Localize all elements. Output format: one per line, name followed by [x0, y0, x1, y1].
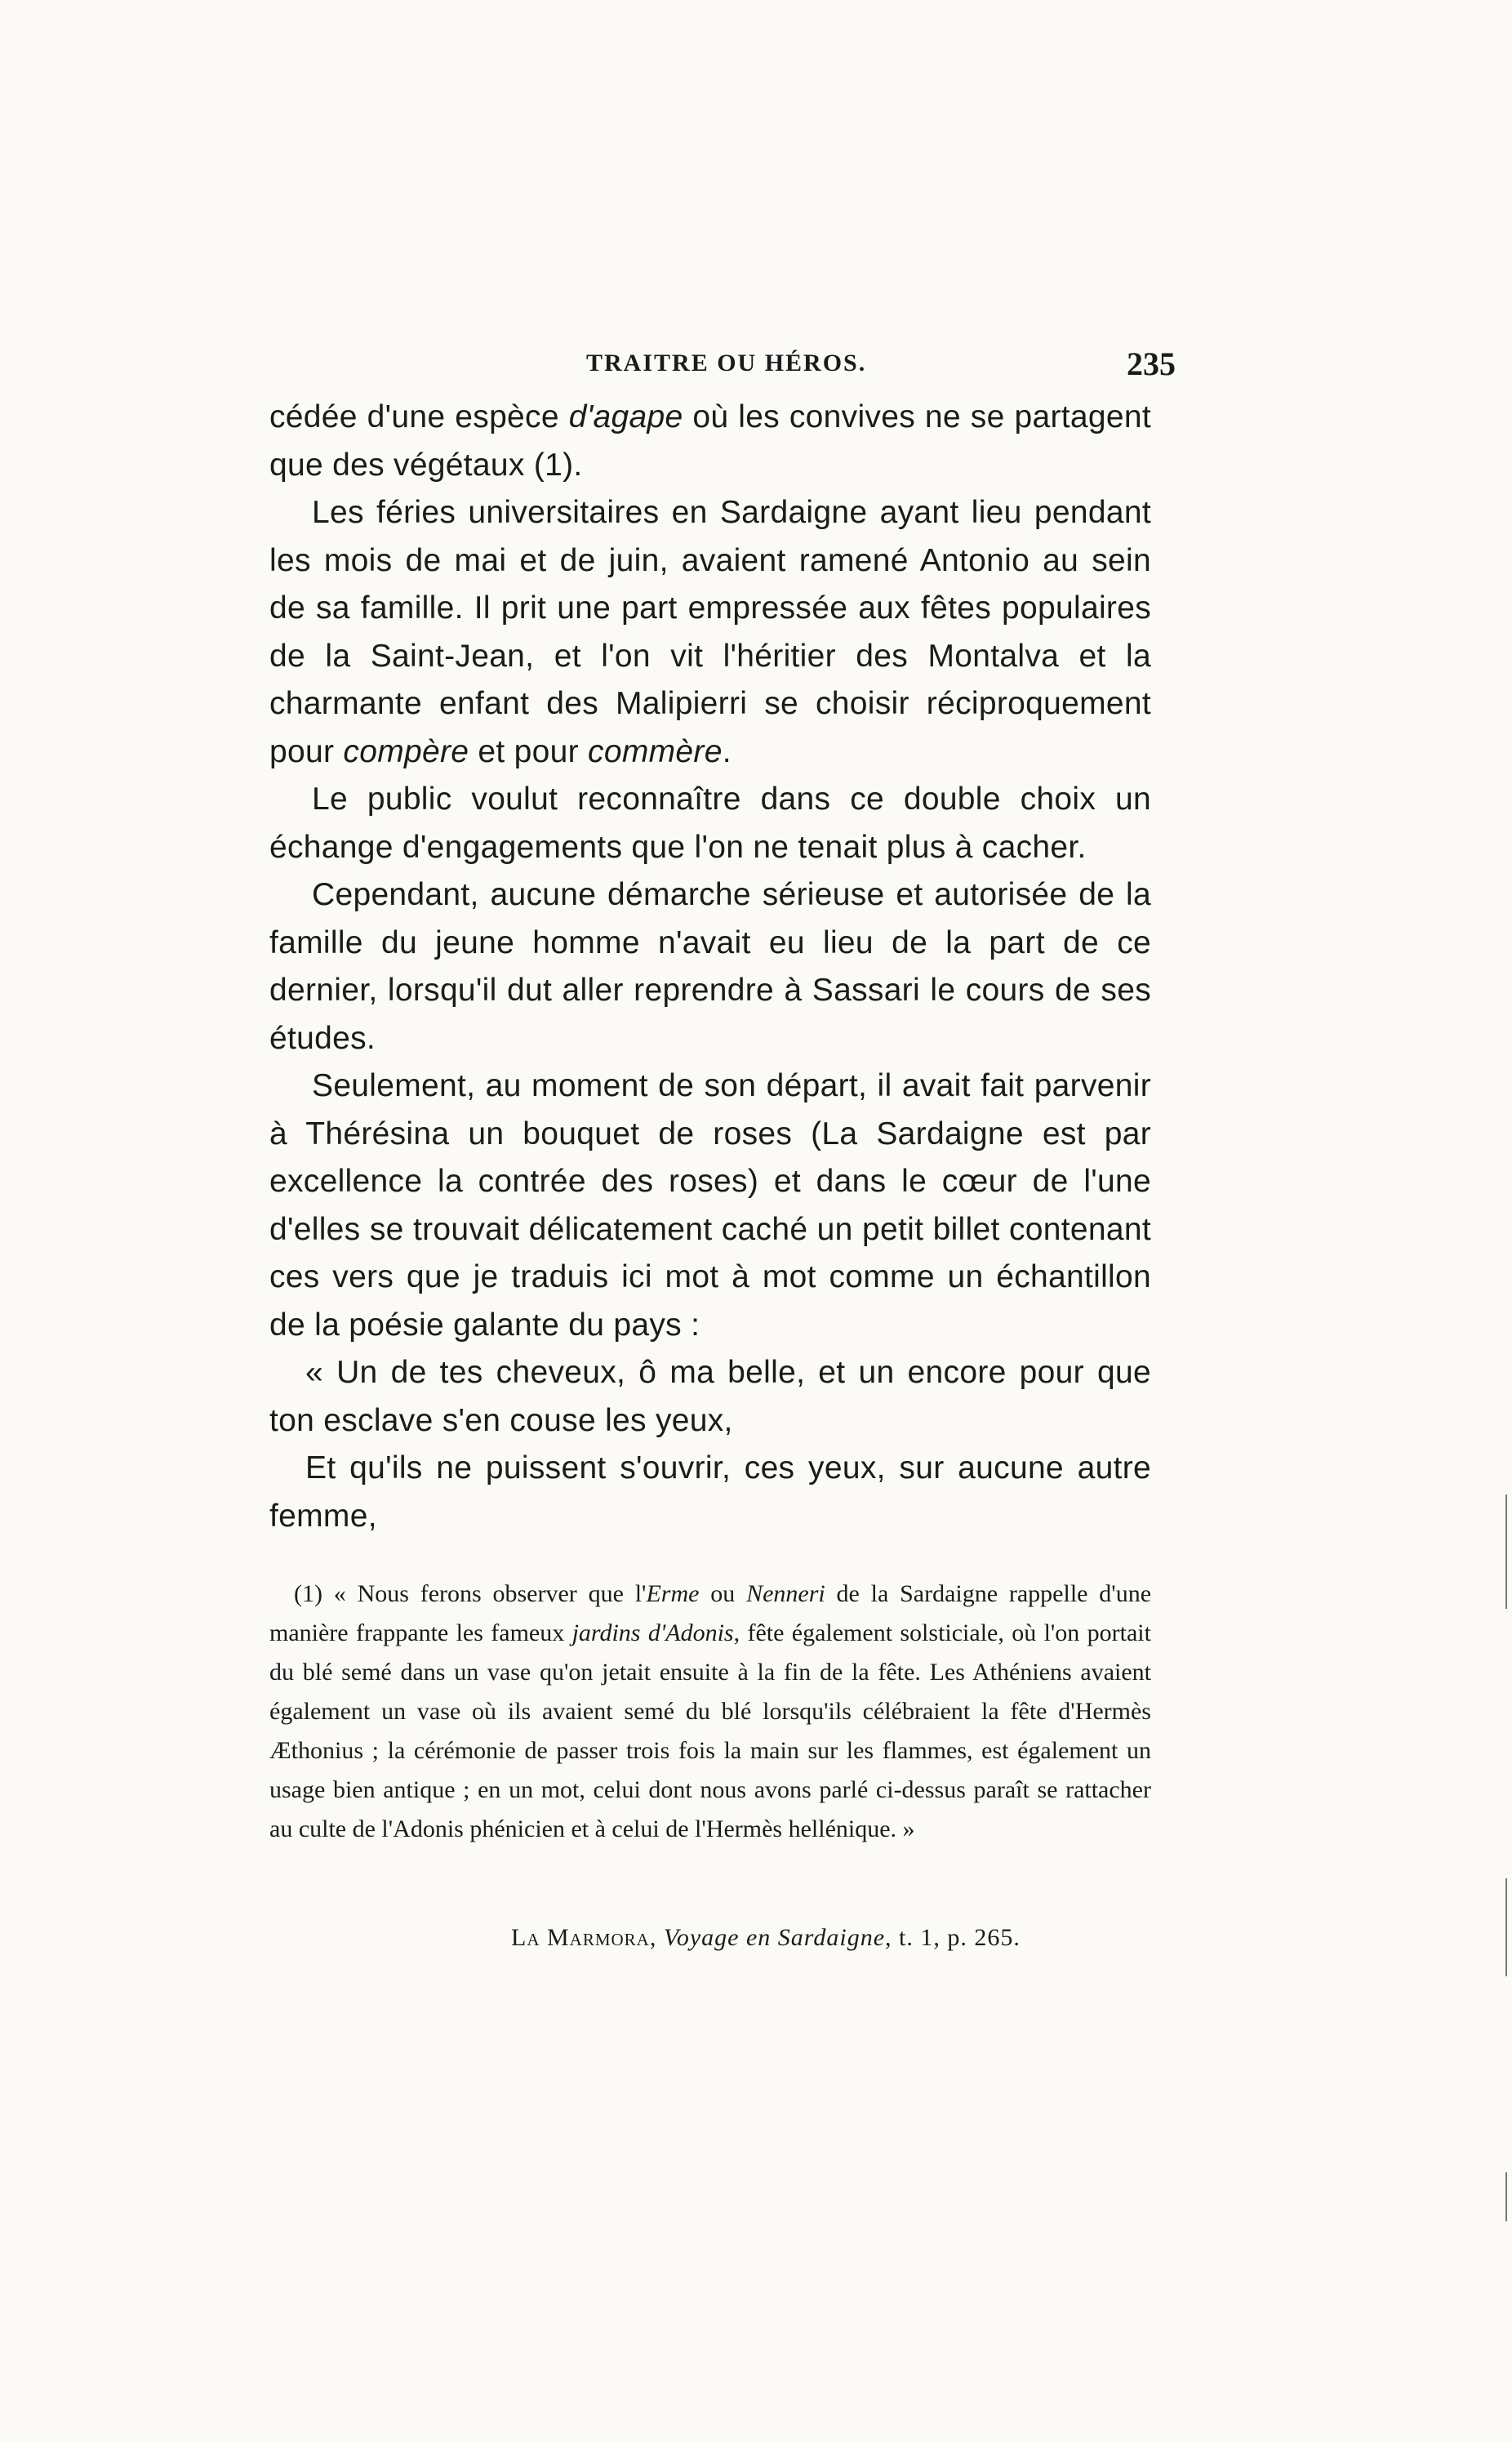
page-header [269, 345, 1176, 399]
citation-reference: , t. 1, p. 265. [885, 1924, 1021, 1951]
text-run: , [649, 1924, 664, 1951]
italic-term: d'agape [568, 399, 683, 434]
citation [511, 1924, 1021, 1952]
text-run: ou [699, 1580, 747, 1607]
running-title: TRAITRE OU HÉROS. [586, 350, 867, 376]
paragraph-4: Cependant, aucune démarche sérieuse et autorisée de la famille du jeune homme n'avait eu lieu de la part de ce dernier, lorsqu'il dut aller reprendre à Sassari le cours de ses études. [269, 877, 1151, 1056]
verse-block [269, 1349, 1151, 1540]
citation-title: Voyage en Sardaigne [663, 1924, 886, 1951]
italic-term: Nenneri [746, 1580, 825, 1607]
scan-margin-line [1505, 1494, 1507, 1609]
paragraph-3: Le public voulut reconnaître dans ce double choix un échange d'engagements que l'on ne tenait plus à cacher. [269, 782, 1151, 865]
verse-line-2: Et qu'ils ne puissent s'ouvrir, ces yeux, sur aucune autre femme, [269, 1450, 1151, 1534]
text-run: où les convives ne se partagent que des végétaux (1). [269, 399, 1152, 483]
italic-term: jardins d'Adonis [571, 1619, 734, 1646]
body-text [269, 394, 1151, 1540]
paragraph-1 [269, 394, 1151, 489]
scan-margin-line [1505, 1878, 1507, 1976]
text-run: et pour [469, 733, 589, 769]
text-run: de la Sardaigne rappelle d'une manière frappante les fameux [269, 1580, 1152, 1646]
text-run: . [722, 733, 732, 769]
text-run: Les féries universitaires en Sardaigne ayant lieu pendant les mois de mai et de juin, avaient ramené Antonio au sein de sa famille. Il prit une part empressée aux fêtes populaires de la Saint-Jean, et l'on vit l'héritier des Montalva et la charmante enfant des Malipierri se choisir réciproquement pour [269, 495, 1151, 769]
italic-term: Erme [646, 1580, 700, 1607]
citation-author: La Marmora [511, 1924, 650, 1951]
footnote-text [269, 1575, 1151, 1849]
italic-term: commère [588, 733, 723, 769]
text-run: (1) « Nous ferons observer que l' [294, 1580, 647, 1607]
page-number: 235 [1127, 345, 1176, 382]
italic-term: compère [343, 733, 469, 769]
paragraph-5: Seulement, au moment de son départ, il avait fait parvenir à Thérésina un bouquet de roses (La Sardaigne est par excellence la contrée des roses) et dans le cœur de l'une d'elles se trouvait délicatement caché un petit billet contenant ces vers que je traduis ici mot à mot comme un échantillon de la poésie galante du pays : [269, 1068, 1151, 1343]
scan-margin-line [1505, 2172, 1507, 2221]
text-run: , fête également solsticiale, où l'on portait du blé semé dans un vase qu'on jetait ensuite à la fin de la fête. Les Athéniens avaient également un vase où ils avaient semé du blé lorsqu'ils célébraient la fête d'Hermès Æthonius ; la cérémonie de passer trois fois la main sur les flammes, est également un usage bien antique ; en un mot, celui dont nous avons parlé ci-dessus paraît se rattacher au culte de l'Adonis phénicien et à celui de l'Hermès hellénique. » [269, 1619, 1151, 1842]
verse-line-1: « Un de tes cheveux, ô ma belle, et un encore pour que ton esclave s'en couse les yeux, [269, 1355, 1151, 1438]
text-run: cédée d'une espèce [269, 399, 569, 434]
footnote [269, 1575, 1151, 1849]
paragraph-2 [269, 489, 1151, 776]
